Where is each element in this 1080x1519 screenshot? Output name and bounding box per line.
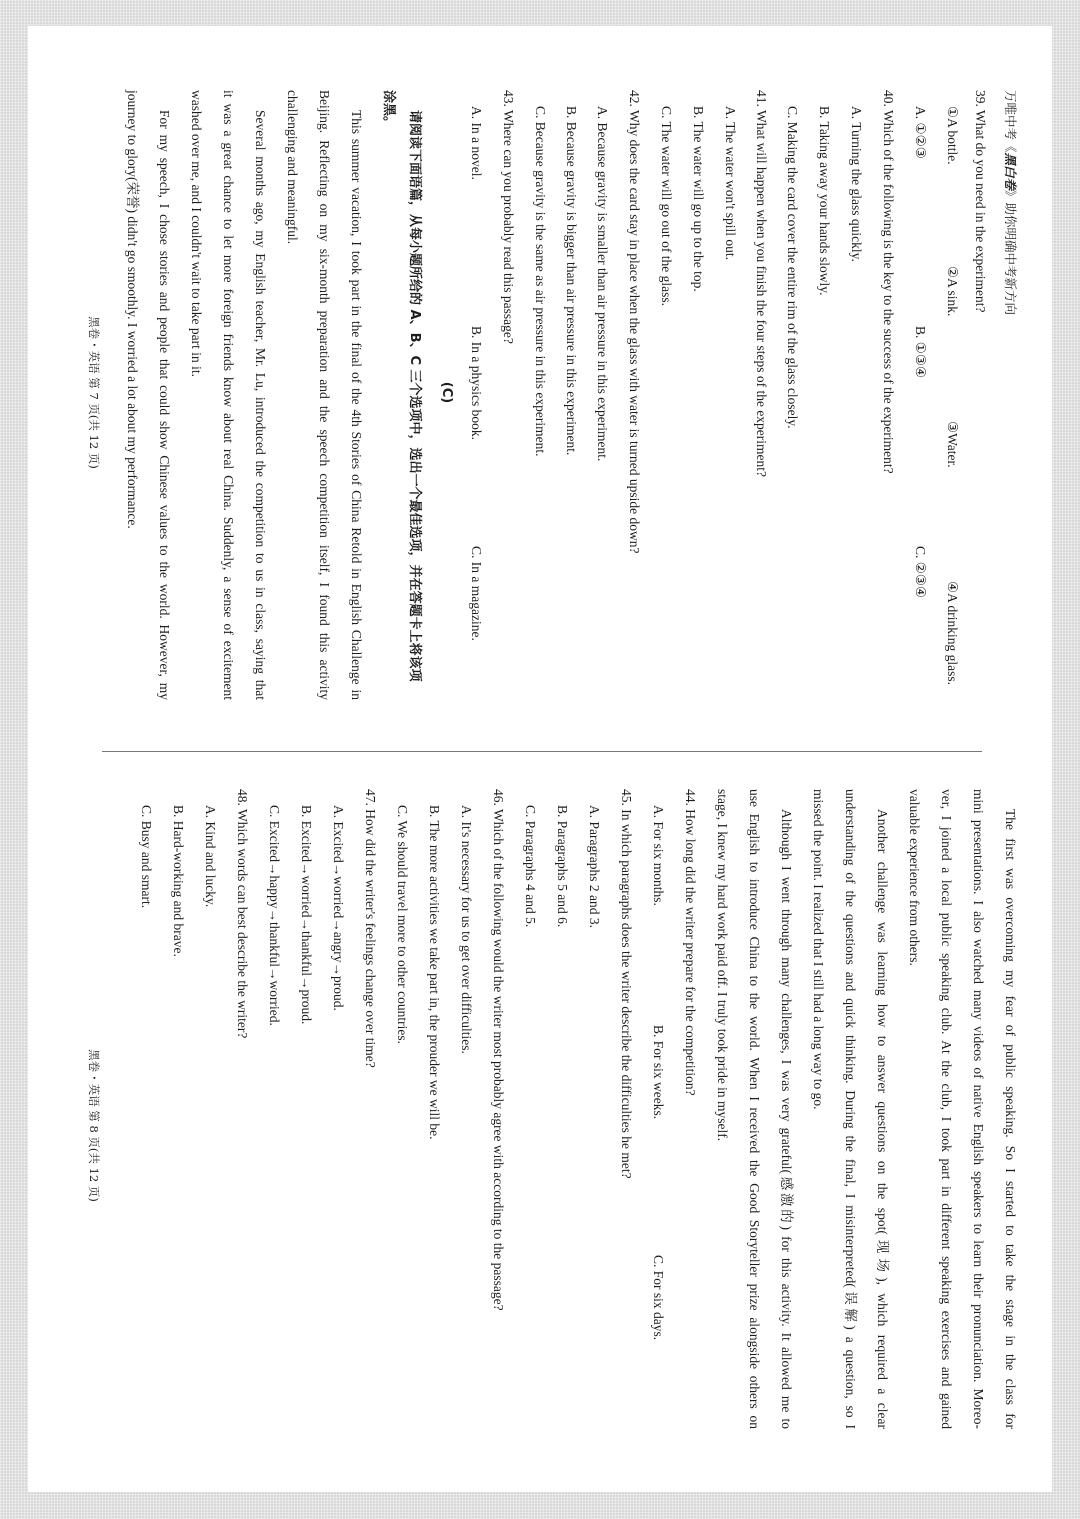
option-40-a: A. Turning the glass quickly.: [849, 106, 864, 262]
option-47-a: A. Excited→worried→angry→proud.: [331, 805, 346, 1011]
question-39: 39. What do you need in the experiment?: [973, 90, 988, 313]
passage-line: mini presentations. I also watched many videos of native English speakers to learn their pronunciation. Moreo-: [971, 789, 986, 1429]
question-48: 48. Which words can best describe the writer?: [235, 789, 250, 1039]
question-43: 43. Where can you probably read this passage?: [501, 90, 516, 344]
page-header: 万唯中考《黑白卷》助你明确中考新方向: [1003, 90, 1018, 316]
page-footer-left: 黑卷・英语 第 7 页(共 12 页): [87, 316, 101, 469]
instruction-line-2: 涂黑。: [381, 90, 396, 130]
option-43-c: C. In a magazine.: [469, 546, 484, 641]
item-4: ④A drinking glass.: [945, 581, 960, 685]
option-44-a: A. For six months.: [651, 805, 666, 906]
option-45-b: B. Paragraphs 5 and 6.: [555, 805, 570, 928]
question-44: 44. How long did the writer prepare for the competition?: [683, 789, 698, 1096]
page-divider: [102, 751, 982, 752]
option-46-a: A. It's necessary for us to get over difficulties.: [459, 805, 474, 1054]
option-42-a: A. Because gravity is smaller than air pressure in this experiment.: [595, 106, 610, 462]
passage-line: missed the point. I realized that I still had a long way to go.: [811, 789, 826, 1110]
passage-line: Several months ago, my English teacher, Mr. Lu, introduced the competition to us in class, saying that: [253, 110, 268, 700]
option-43-a: A. In a novel.: [469, 106, 484, 180]
option-48-b: B. Hard-working and brave.: [171, 805, 186, 957]
option-44-b: B. For six weeks.: [651, 1025, 666, 1120]
option-48-a: A. Kind and lucky.: [203, 805, 218, 908]
passage-line: it was a great chance to let more foreign friends know about real China. Suddenly, a sense of excitement: [221, 90, 236, 700]
item-1: ①A bottle.: [945, 106, 960, 165]
option-45-a: A. Paragraphs 2 and 3.: [587, 805, 602, 928]
option-41-b: B. The water will go up to the top.: [691, 106, 706, 292]
option-40-c: C. Making the card cover the entire rim of the glass closely.: [785, 106, 800, 429]
rotated-page-content: [28, 26, 1052, 1492]
right-page: [28, 759, 1052, 1492]
option-48-c: C. Busy and smart.: [139, 805, 154, 909]
passage-line: use English to introduce China to the world. When I received the Good Storyteller prize alongside others on: [747, 789, 762, 1429]
option-47-c: C. Excited→happy→thankful→worried.: [267, 805, 282, 1026]
section-c-heading: (C): [439, 381, 454, 404]
question-46: 46. Which of the following would the writer most probably agree with according to the passage?: [491, 789, 506, 1311]
passage-line: Although I went through many challenges, I was very grateful(感激的) for this activity. It allowed me to: [779, 809, 794, 1429]
passage-line: ver, I joined a local public speaking club. At the club, I took part in different speaking exercises and gained: [939, 789, 954, 1429]
option-44-c: C. For six days.: [651, 1255, 666, 1341]
option-41-a: A. The water won't spill out.: [723, 106, 738, 261]
question-42: 42. Why does the card stay in place when the glass with water is turned upside down?: [627, 90, 642, 554]
passage-line: understanding of the questions and quick thinking. During the final, I misinterpreted(误解) a question, so I: [843, 789, 858, 1429]
item-2: ②A sink.: [945, 266, 960, 317]
passage-line: stage, I knew my hard work paid off. I truly took pride in myself.: [715, 789, 730, 1142]
passage-line: This summer vacation, I took part in the final of the 4th Stories of China Retold in English Challenge in: [349, 110, 364, 700]
passage-line: journey to glory(荣誉) didn't go smoothly. I worried a lot about my performance.: [125, 90, 140, 529]
question-41: 41. What will happen when you finish the four steps of the experiment?: [754, 90, 769, 478]
passage-line: For my speech, I chose stories and people that could show Chinese values to the world. However, my: [157, 110, 172, 700]
option-46-c: C. We should travel more to other countries.: [395, 805, 410, 1044]
option-45-c: C. Paragraphs 4 and 5.: [523, 805, 538, 928]
passage-line: Another challenge was learning how to answer questions on the spot(现场), which required a clear: [875, 809, 890, 1429]
option-43-b: B. In a physics book.: [469, 326, 484, 440]
brand-name: 黑白卷: [1003, 152, 1018, 191]
passage-line: valuable experience from others.: [907, 789, 922, 966]
option-39-c: C. ②③④: [913, 546, 928, 599]
passage-line: challenging and meaningful.: [285, 90, 300, 245]
passage-line: washed over me, and I couldn't wait to take part in it.: [189, 90, 204, 377]
passage-line: The first was overcoming my fear of public speaking. So I started to take the stage in the class for: [1003, 809, 1018, 1429]
option-41-c: C. The water will go out of the glass.: [659, 106, 674, 306]
page-footer-right: 黑卷・英语 第 8 页(共 12 页): [87, 1049, 101, 1202]
option-39-a: A. ①②③: [913, 106, 928, 159]
option-42-c: C. Because gravity is the same as air pressure in this experiment.: [533, 106, 548, 457]
option-39-b: B. ①③④: [913, 326, 928, 379]
option-46-b: B. The more activities we take part in, the prouder we will be.: [427, 805, 442, 1140]
left-page: [28, 26, 1052, 759]
passage-line: Beijing. Reflecting on my six-month preparation and the speech competition itself, I found this activity: [317, 90, 332, 700]
option-40-b: B. Taking away your hands slowly.: [817, 106, 832, 296]
instruction-line-1: 请阅读下面语篇，从每小题所给的 A、B、C 三个选项中，选出一个最佳选项，并在答题卡上将该项: [407, 110, 422, 682]
option-42-b: B. Because gravity is bigger than air pressure in this experiment.: [564, 106, 579, 456]
exam-paper-scan: [28, 26, 1052, 1492]
question-45: 45. In which paragraphs does the writer describe the difficulties he met?: [619, 789, 634, 1179]
item-3: ③Water.: [945, 421, 960, 468]
question-40: 40. Which of the following is the key to the success of the experiment?: [881, 90, 896, 474]
option-47-b: B. Excited→worried→thankful→proud.: [299, 805, 314, 1025]
question-47: 47. How did the writer's feelings change over time?: [363, 789, 378, 1068]
